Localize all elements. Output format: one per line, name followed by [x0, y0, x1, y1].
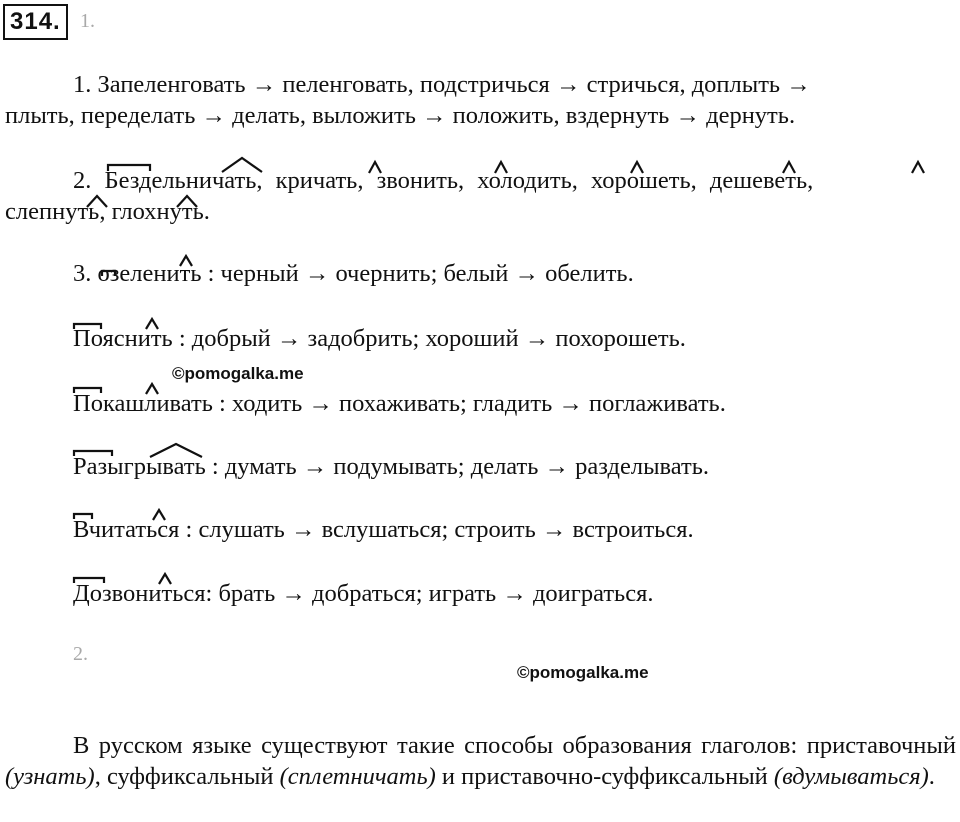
watermark-2: ©pomogalka.me: [517, 663, 649, 682]
part3-line5: Вчитаться : слушать → вслушаться; строить → встроиться.: [73, 516, 694, 543]
part1-line2: плыть, переделать → делать, выложить → положить, вздернуть → дернуть.: [5, 102, 796, 129]
example-suffix: (сплетничать): [279, 763, 436, 790]
example-prefix: (узнать): [5, 763, 95, 790]
part3-line1: 3. озеленить : черный → очернить; белый → обелить.: [73, 260, 634, 287]
part3-line3: Покашливать : ходить → похаживать; гладить → поглаживать.: [73, 390, 726, 417]
conclusion-text-a: В русском языке существуют такие способы образования глаголов: приставочный: [73, 732, 956, 759]
part2-line1: 2. Бездельничать, кричать, звонить, холодить, хорошеть, дешеветь,: [73, 167, 814, 194]
conclusion-text-c: и приставочно-суффиксальный: [435, 763, 774, 790]
part3-line4: Разыгрывать : думать → подумывать; делать → разделывать.: [73, 453, 710, 480]
example-prefix-suffix: (вдумываться): [773, 763, 929, 790]
task-number-badge: 314.: [3, 4, 68, 40]
part1-line1: 1. Запеленговать → пеленговать, подстричься → стричься, доплыть →: [73, 71, 811, 98]
conclusion-paragraph: [5, 730, 956, 792]
part3-line6: Дозвониться: брать → добраться; играть → доиграться.: [73, 580, 654, 607]
part2-line2: слепнуть, глохнуть.: [5, 198, 210, 225]
conclusion-text-b: , суффиксальный: [94, 763, 280, 790]
section-1-label: 1.: [80, 10, 95, 32]
conclusion-text-d: .: [928, 763, 935, 790]
part3-line2: Пояснить : добрый → задобрить; хороший → похорошеть.: [73, 325, 686, 352]
watermark-1: ©pomogalka.me: [172, 364, 304, 383]
section-2-label: 2.: [73, 643, 88, 665]
